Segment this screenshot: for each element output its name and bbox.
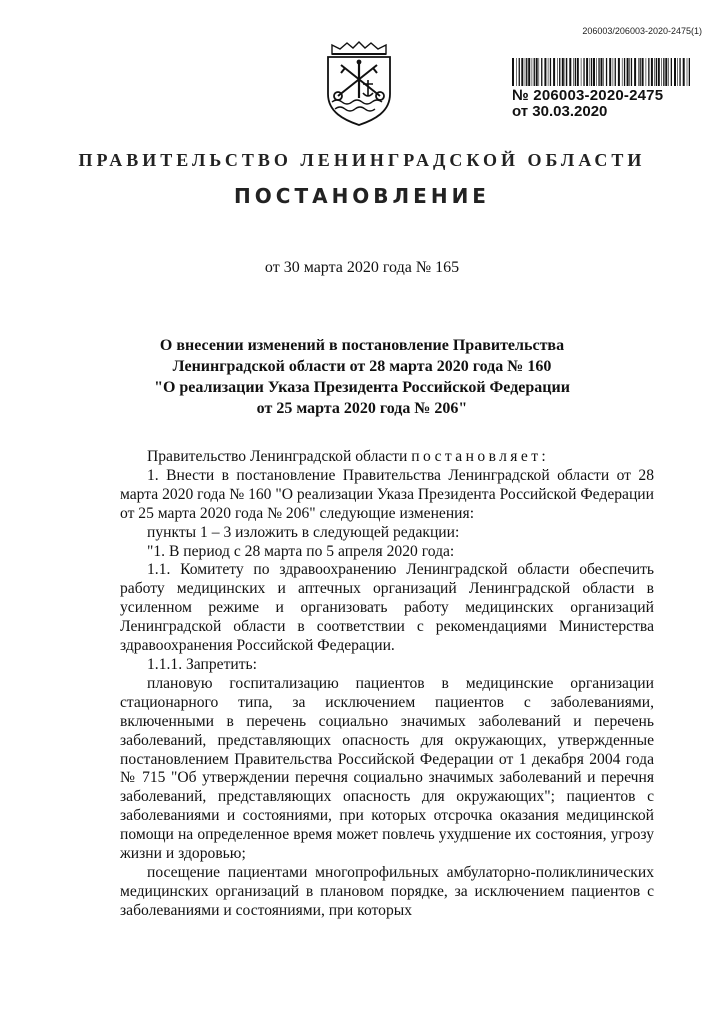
paragraph: 1. Внести в постановление Правительства Ленинградской области от 28 марта 2020 года № 160 "О реализации Указа Президента Российской Федерации от 25 марта 2020 года № 206" следующие изменения: xyxy=(120,466,654,522)
barcode-bar xyxy=(627,58,629,86)
barcode-bar xyxy=(671,58,672,86)
barcode-bar xyxy=(624,58,625,86)
barcode-bar xyxy=(573,58,574,86)
barcode-bar xyxy=(638,58,639,86)
barcode-bar xyxy=(596,58,597,86)
preamble-text: Правительство Ленинградской области xyxy=(147,448,412,465)
barcode-bar xyxy=(528,58,530,86)
barcode-bar xyxy=(654,58,655,86)
barcode-bar xyxy=(651,58,653,86)
barcode-bar xyxy=(601,58,603,86)
registration-number: № 206003-2020-2475 xyxy=(512,87,664,104)
barcode-bar xyxy=(665,58,667,86)
paragraph: плановую госпитализацию пациентов в медицинские организации стационарного типа, за исключением пациентов с заболеваниями, включенными в перечень социально значимых заболеваний и перечень заболеваний, представляющих опасность для окружающих, утвержденные постановлением Правительства Российской Федерации от 1 декабря 2004 года № 715 "Об утверждении перечня социально значимых заболеваний и перечня заболеваний, представляющих опасность для окружающих"; пациентов с заболеваниями и состояниями, при которых отсрочка оказания медицинской помощи на определенное время может повлечь ухудшение их состояния, угрозу жизни и здоровью; xyxy=(120,674,654,863)
barcode-bar xyxy=(581,58,582,86)
barcode-bar xyxy=(539,58,540,86)
barcode-bar xyxy=(557,58,558,86)
barcode-bar xyxy=(609,58,611,86)
barcode-bar xyxy=(591,58,592,86)
barcode-bar xyxy=(629,58,630,86)
coat-of-arms-icon xyxy=(322,40,396,126)
paragraph: посещение пациентами многопрофильных амбулаторно-поликлинических медицинских организаций в плановом порядке, за исключением пациентов с заболеваниями и состояниями, при которых xyxy=(120,863,654,919)
barcode-bar xyxy=(683,58,685,86)
barcode-bar xyxy=(566,58,567,86)
barcode-bar xyxy=(521,58,523,86)
barcode-bar xyxy=(544,58,546,86)
barcode-bar xyxy=(689,58,690,86)
barcode-bar xyxy=(583,58,584,86)
preamble-verb: постановляет: xyxy=(411,448,550,465)
barcode-bar xyxy=(648,58,649,86)
paragraph: 1.1. Комитету по здравоохранению Ленинградской области обеспечить работу медицинских и аптечных организаций Ленинградской области в усиленном режиме и организовать работу медицинских организаций Ленинградской области в соответствии с рекомендациями Министерства здравоохранения Российской Федерации. xyxy=(120,561,654,655)
barcode xyxy=(511,58,693,86)
subject-line: "О реализации Указа Президента Российской Федерации xyxy=(154,379,570,396)
barcode-bar xyxy=(658,58,660,86)
barcode-bar xyxy=(603,58,604,86)
paragraph: пункты 1 – 3 изложить в следующей редакции: xyxy=(147,523,460,541)
barcode-bar xyxy=(606,58,607,86)
barcode-bar xyxy=(642,58,644,86)
document-type: ПОСТАНОВЛЕНИЕ xyxy=(234,184,490,208)
document-id: 206003/206003-2020-2475(1) xyxy=(582,26,702,36)
barcode-bar xyxy=(548,58,549,86)
barcode-bar xyxy=(679,58,680,86)
registration-date: от 30.03.2020 xyxy=(512,103,608,120)
barcode-bar xyxy=(598,58,599,86)
barcode-bar xyxy=(532,58,533,86)
barcode-bar xyxy=(534,58,535,86)
government-name: ПРАВИТЕЛЬСТВО ЛЕНИНГРАДСКОЙ ОБЛАСТИ xyxy=(78,150,646,170)
paragraph-preamble xyxy=(120,448,654,467)
barcode-bar xyxy=(646,58,647,86)
barcode-bar xyxy=(525,58,526,86)
subject-line: от 25 марта 2020 года № 206" xyxy=(256,400,468,417)
barcode-bar xyxy=(553,58,555,86)
barcode-bar xyxy=(613,58,614,86)
barcode-bar xyxy=(562,58,564,86)
barcode-bar xyxy=(622,58,623,86)
barcode-bar xyxy=(550,58,551,86)
document-body xyxy=(120,448,654,921)
barcode-bar xyxy=(577,58,579,86)
barcode-bar xyxy=(640,58,641,86)
document-date-number: от 30 марта 2020 года № 165 xyxy=(264,259,460,276)
paragraph: "1. В период с 28 марта по 5 апреля 2020 года: xyxy=(147,542,455,560)
barcode-bar xyxy=(656,58,657,86)
barcode-bar xyxy=(586,58,588,86)
barcode-bar xyxy=(615,58,616,86)
barcode-bar xyxy=(541,58,542,86)
barcode-bar xyxy=(687,58,688,86)
barcode-bar xyxy=(661,58,662,86)
document-subject xyxy=(100,335,624,419)
barcode-bar xyxy=(674,58,676,86)
barcode-bar xyxy=(575,58,576,86)
barcode-bar xyxy=(512,58,514,86)
subject-line: Ленинградской области от 28 марта 2020 года № 160 xyxy=(172,358,552,375)
barcode-bar xyxy=(526,58,527,86)
barcode-bar xyxy=(631,58,632,86)
barcode-bar xyxy=(590,58,591,86)
barcode-bar xyxy=(677,58,678,86)
barcode-bar xyxy=(663,58,664,86)
barcode-bar xyxy=(593,58,595,86)
subject-line: О внесении изменений в постановление Правительства xyxy=(159,337,565,354)
barcode-bar xyxy=(569,58,571,86)
barcode-bar xyxy=(516,58,517,86)
barcode-bar xyxy=(618,58,620,86)
barcode-bar xyxy=(668,58,669,86)
barcode-bar xyxy=(536,58,538,86)
paragraph: 1.1.1. Запретить: xyxy=(147,655,257,673)
barcode-bar xyxy=(634,58,636,86)
barcode-bar xyxy=(559,58,560,86)
barcode-bar xyxy=(565,58,566,86)
barcode-bar xyxy=(519,58,520,86)
